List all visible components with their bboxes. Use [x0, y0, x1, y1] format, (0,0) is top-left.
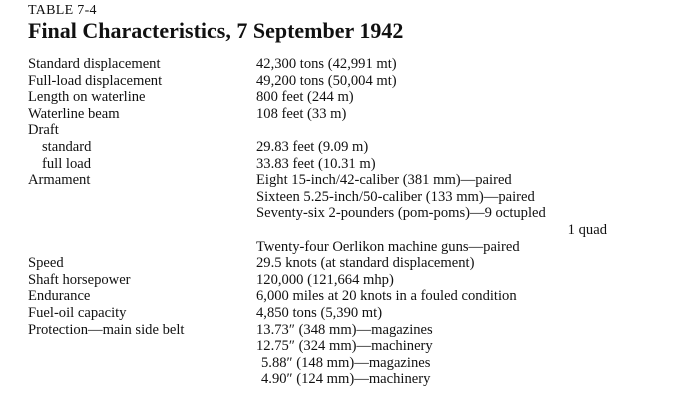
table-row	[28, 272, 668, 289]
row-label: Standard displacement	[28, 56, 161, 72]
table-row	[28, 222, 668, 239]
row-value: 6,000 miles at 20 knots in a fouled condition	[256, 288, 517, 305]
row-label: Shaft horsepower	[28, 271, 131, 288]
table-row	[28, 305, 668, 322]
table-row	[28, 106, 668, 123]
table-row	[28, 239, 668, 256]
row-value: 800 feet (244 m)	[256, 89, 354, 106]
row-value: 5.88″ (148 mm)—magazines	[261, 354, 431, 371]
row-label: Protection—main side belt	[28, 321, 185, 338]
row-sublabel: standard	[42, 138, 92, 155]
row-value: 1 quad	[567, 221, 607, 238]
row-label: Speed	[28, 255, 64, 272]
row-value: Eight 15-inch/42-caliber (381 mm)—paired	[256, 172, 512, 189]
row-label: Endurance	[28, 288, 91, 305]
row-value: 12.75″ (324 mm)—machinery	[256, 338, 433, 355]
table-row	[28, 355, 668, 372]
table-row	[28, 322, 668, 339]
table-row	[28, 156, 668, 173]
table-row	[28, 172, 668, 189]
table-row	[28, 338, 668, 355]
table-row	[28, 122, 668, 139]
table-row	[28, 255, 668, 272]
table-row	[28, 189, 668, 206]
row-label: Armament	[28, 172, 91, 189]
row-label: Draft	[28, 122, 59, 139]
row-label: Waterline beam	[28, 105, 120, 122]
row-value: 33.83 feet (10.31 m)	[256, 155, 376, 172]
row-value: 4.90″ (124 mm)—machinery	[261, 371, 431, 388]
row-value: 13.73″ (348 mm)—magazines	[256, 321, 433, 338]
row-label: Fuel-oil capacity	[28, 304, 127, 321]
row-value: 49,200 tons (50,004 mt)	[256, 72, 397, 89]
table-row	[28, 288, 668, 305]
row-value: 42,300 tons (42,991 mt)	[256, 56, 397, 72]
row-sublabel: full load	[42, 155, 92, 172]
table-row	[28, 371, 668, 388]
row-label: Full-load displacement	[28, 72, 163, 89]
table-row	[28, 205, 668, 222]
row-label: Length on waterline	[28, 89, 146, 106]
table-row	[28, 139, 668, 156]
row-value: 29.5 knots (at standard displacement)	[256, 255, 475, 272]
row-value: 29.83 feet (9.09 m)	[256, 138, 369, 155]
characteristics-table	[28, 56, 668, 388]
table-row	[28, 73, 668, 90]
row-value: 4,850 tons (5,390 mt)	[256, 304, 383, 321]
row-value: Seventy-six 2-pounders (pom-poms)—9 octupled	[256, 205, 546, 222]
row-value: 108 feet (33 m)	[256, 105, 347, 122]
table-row	[28, 89, 668, 106]
table-number: TABLE 7-4	[28, 3, 97, 18]
table-title: Final Characteristics, 7 September 1942	[28, 18, 404, 43]
table-row	[28, 56, 668, 73]
row-value: Twenty-four Oerlikon machine guns—paired	[256, 238, 520, 255]
row-value: 120,000 (121,664 mhp)	[256, 271, 394, 288]
row-value: Sixteen 5.25-inch/50-caliber (133 mm)—paired	[256, 188, 535, 205]
